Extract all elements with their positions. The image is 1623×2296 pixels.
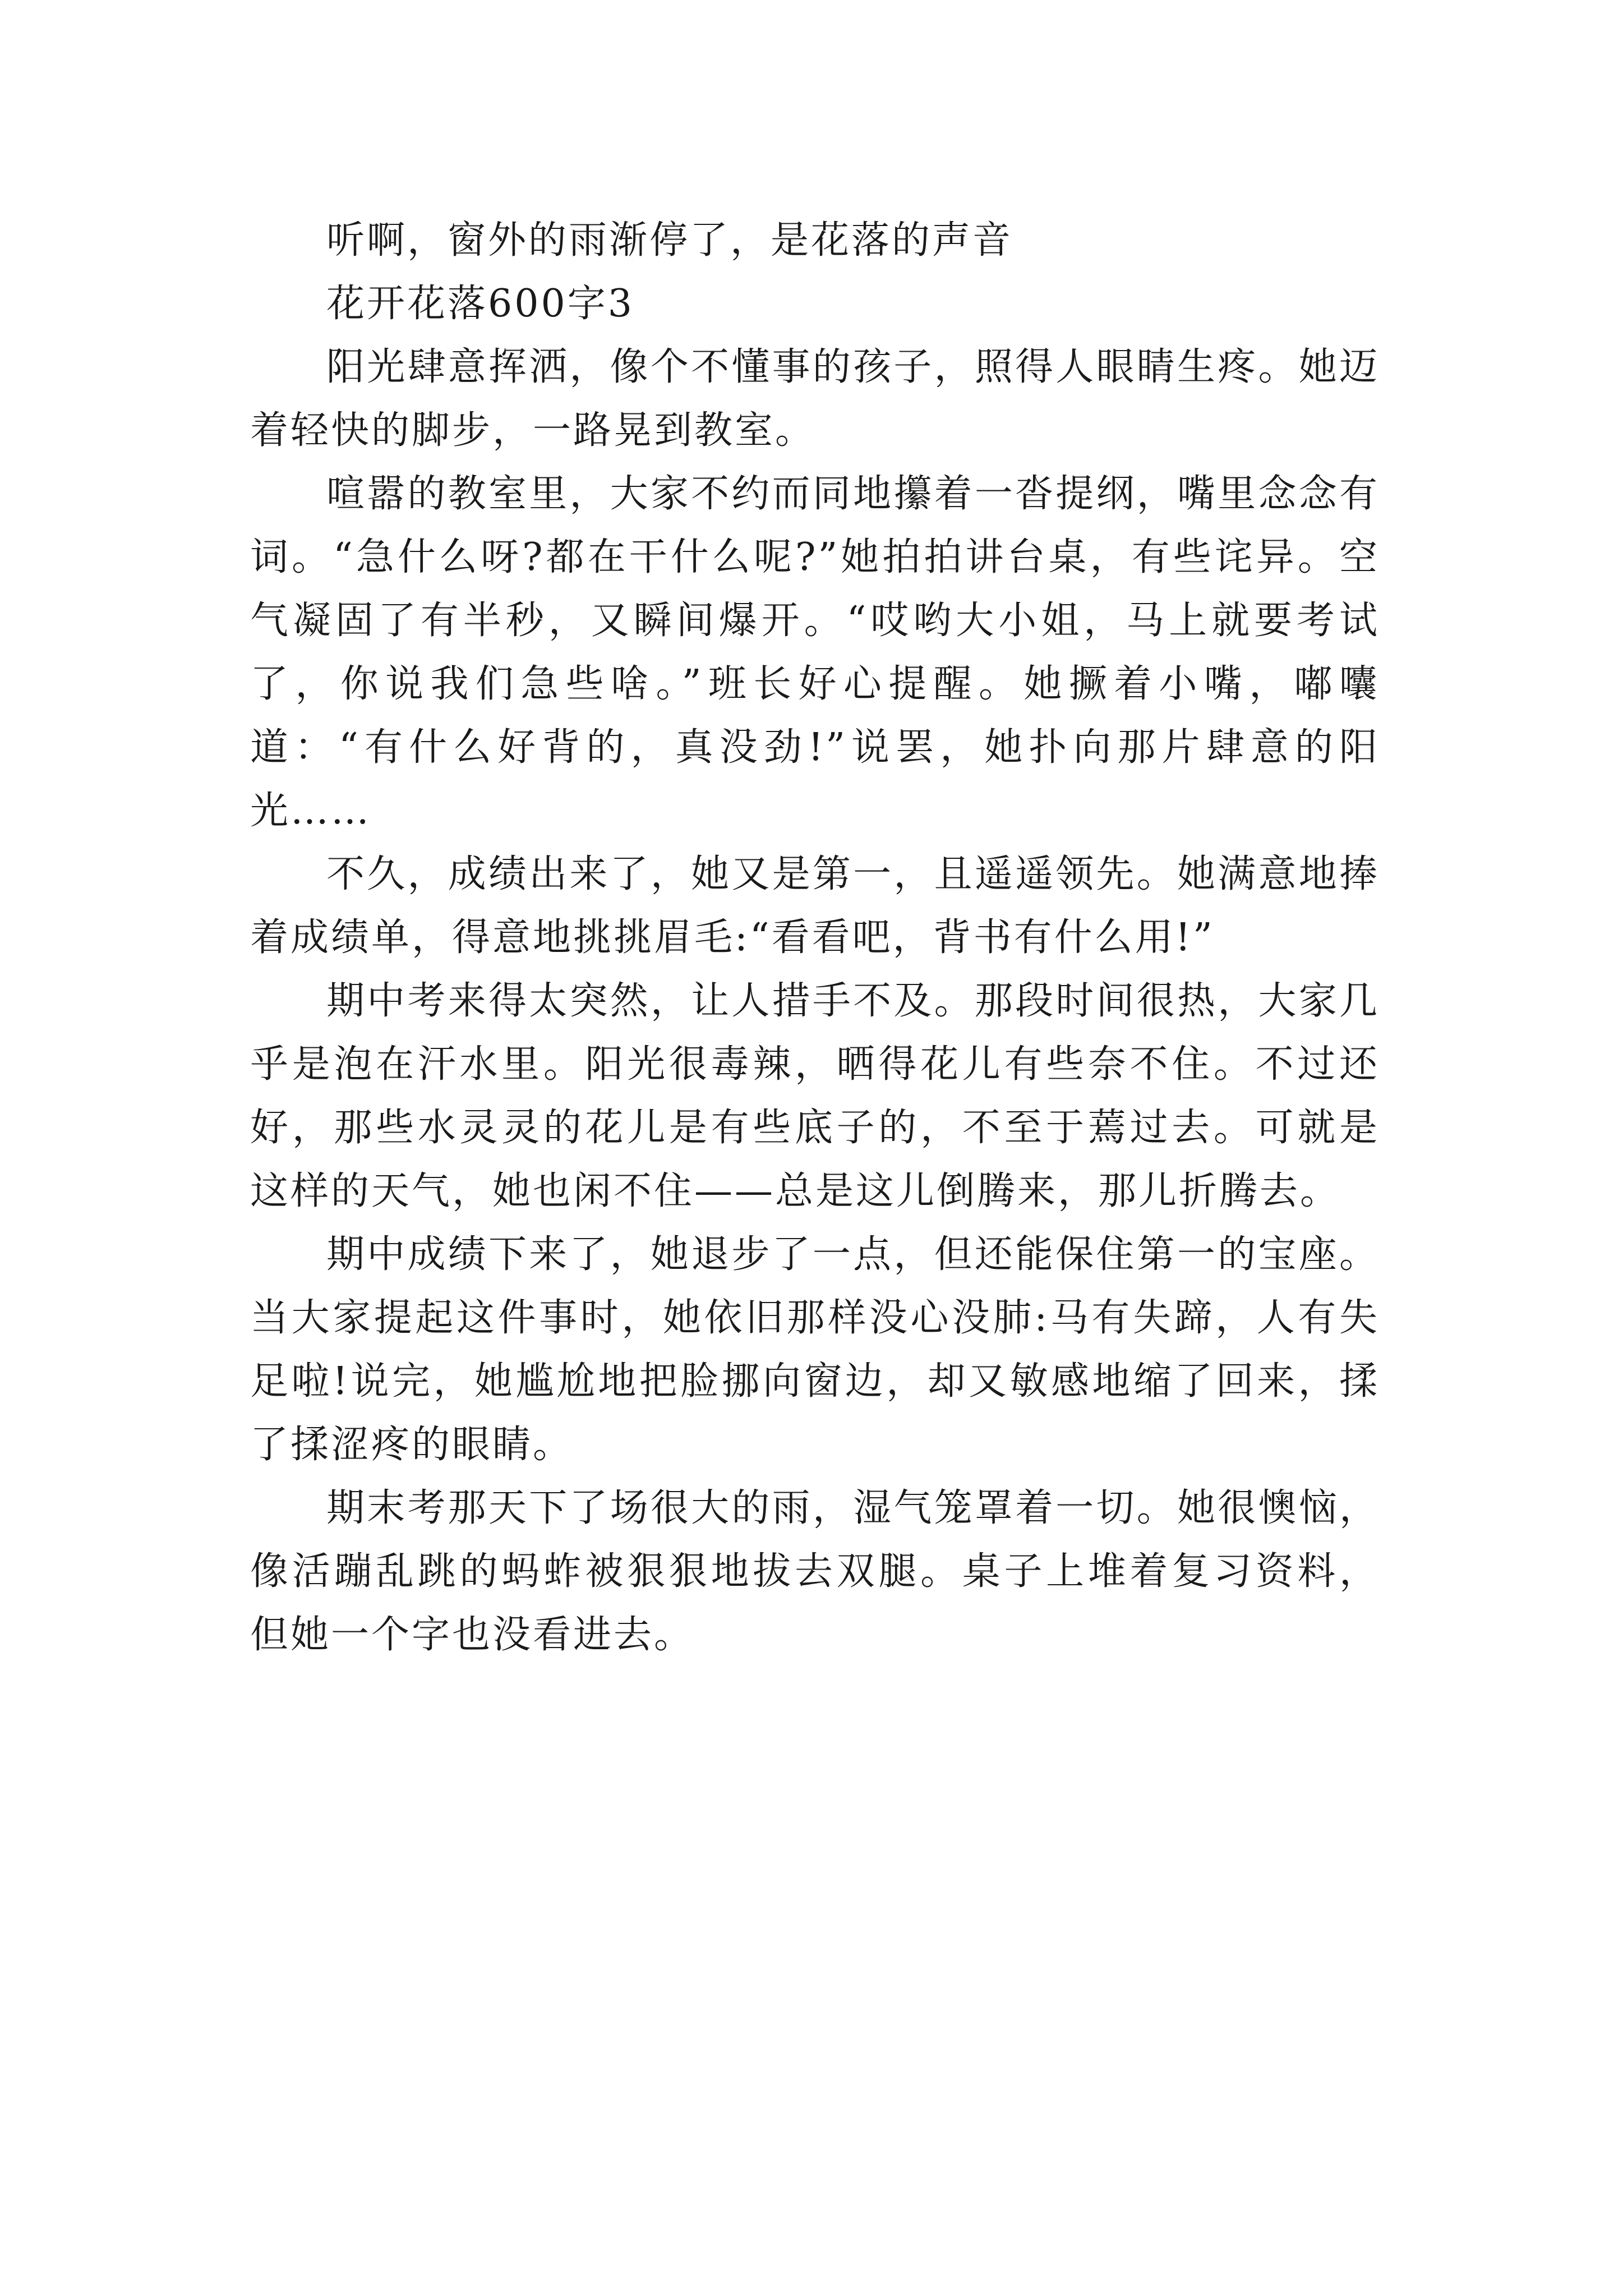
essay-heading: 花开花落600字3 — [326, 282, 635, 326]
paragraph-sunshine: 阳光肆意挥洒，像个不懂事的孩子，照得人眼睛生疼。她迈着轻快的脚步，一路晃到教室。 — [250, 345, 1380, 453]
paragraph-classroom: 喧嚣的教室里，大家不约而同地攥着一沓提纲，嘴里念念有词。“急什么呀?都在干什么呢?”她拍拍讲台桌，有些诧异。空气凝固了有半秒，又瞬间爆开。“哎哟大小姐，马上就要考试了，你说我们急些啥。”班长好心提醒。她撅着小嘴，嘟囔道：“有什么好背的，真没劲!”说罢，她扑向那片肆意的阳光…… — [250, 472, 1380, 833]
paragraph-midterm: 期中考来得太突然，让人措手不及。那段时间很热，大家几乎是泡在汗水里。阳光很毒辣，晒得花儿有些奈不住。不过还好，那些水灵灵的花儿是有些底子的，不至于蔫过去。可就是这样的天气，她也闲不住——总是这儿倒腾来，那儿折腾去。 — [250, 979, 1380, 1213]
paragraph-first-result: 不久，成绩出来了，她又是第一，且遥遥领先。她满意地捧着成绩单，得意地挑挑眉毛:“看看吧，背书有什么用!” — [250, 852, 1380, 960]
article-body — [250, 209, 1380, 1667]
paragraph-rain-stops: 听啊，窗外的雨渐停了，是花落的声音 — [326, 218, 1013, 263]
paragraph-final-exam: 期末考那天下了场很大的雨，湿气笼罩着一切。她很懊恼，像活蹦乱跳的蚂蚱被狠狠地拔去双腿。桌子上堆着复习资料，但她一个字也没看进去。 — [250, 1486, 1380, 1657]
paragraph-midterm-result: 期中成绩下来了，她退步了一点，但还能保住第一的宝座。当大家提起这件事时，她依旧那样没心没肺:马有失蹄，人有失足啦!说完，她尴尬地把脸挪向窗边，却又敏感地缩了回来，揉了揉涩疼的眼睛。 — [250, 1232, 1380, 1467]
